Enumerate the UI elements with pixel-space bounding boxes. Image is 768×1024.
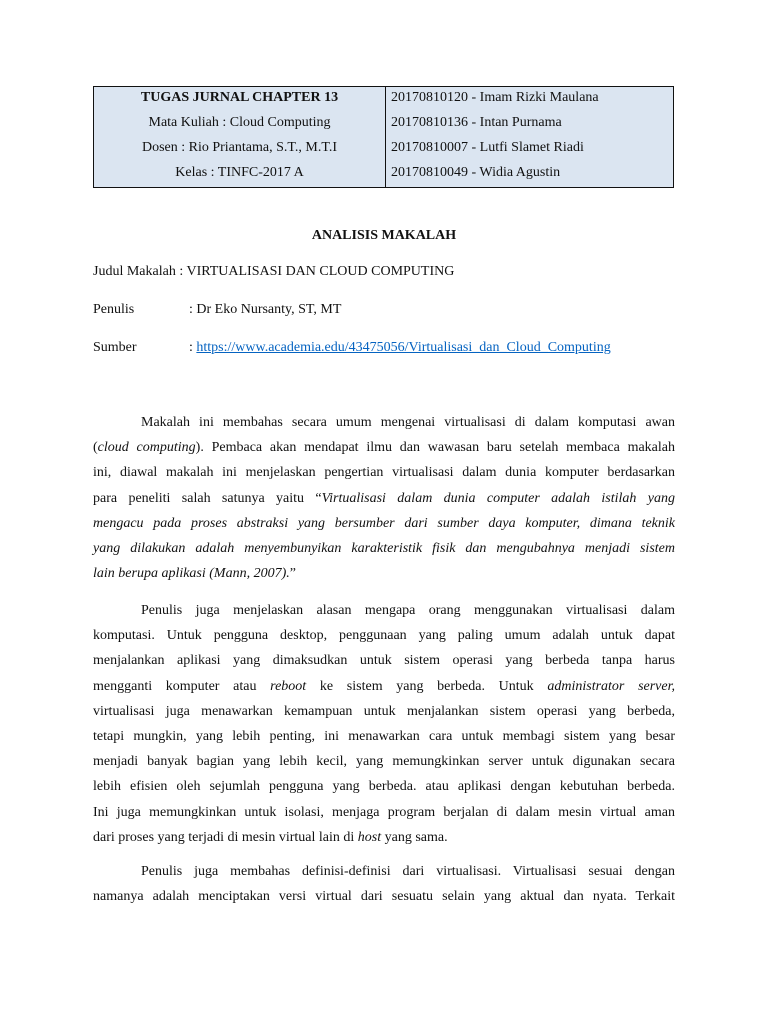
paragraph-line <box>93 486 675 511</box>
author-value: : Dr Eko Nursanty, ST, MT <box>189 302 342 317</box>
paragraph-line: menjalankan aplikasi yang dimaksudkan untuk sistem operasi yang berbeda tanpa harus <box>93 653 675 669</box>
paper-title-label: Judul Makalah <box>93 264 176 279</box>
paragraph-line: menjadi banyak bagian yang lebih kecil, yang memungkinkan server untuk digunakan secara <box>93 754 675 770</box>
student-entry: 20170810136 - Intan Purnama <box>391 115 562 130</box>
source-label: Sumber <box>93 340 137 355</box>
paper-title-value: : VIRTUALISASI DAN CLOUD COMPUTING <box>179 264 455 279</box>
text-run: ke sistem yang berbeda. Untuk <box>306 678 548 694</box>
text-run: ). Pembaca akan mendapat ilmu dan wawasan baru setelah membaca makalah <box>195 440 675 456</box>
lecturer-name: Dosen : Rio Priantama, S.T., M.T.I <box>141 140 338 155</box>
paragraph-line <box>93 674 675 699</box>
source-row <box>93 340 611 356</box>
text-run: dari proses yang terjadi di mesin virtual lain di <box>93 829 358 845</box>
paragraph-line: lebih efisien oleh sejumlah pengguna yang berbeda. atau aplikasi dengan kebutuhan berbeda. <box>93 779 675 795</box>
text-run: yang sama. <box>381 829 448 845</box>
student-entry: 20170810049 - Widia Agustin <box>391 165 561 180</box>
source-link[interactable]: https://www.academia.edu/43475056/Virtualisasi_dan_Cloud_Computing <box>196 340 611 355</box>
paragraph-line: tetapi mungkin, yang lebih penting, ini menawarkan cara untuk membagi sistem yang besar <box>93 729 675 745</box>
paragraph-3 <box>93 859 675 909</box>
italic-quote: yang dilakukan adalah menyembunyikan karakteristik fisik dan mengubahnya menjadi sistem <box>93 541 675 557</box>
paper-title-row <box>93 264 454 280</box>
text-run: ” <box>289 566 296 582</box>
author-label: Penulis <box>93 302 135 317</box>
text-run: ( <box>93 440 98 456</box>
paragraph-line: Penulis juga membahas definisi-definisi dari virtualisasi. Virtualisasi sesuai dengan <box>141 864 675 879</box>
assignment-title: TUGAS JURNAL CHAPTER 13 <box>140 90 339 105</box>
student-entry: 20170810120 - Imam Rizki Maulana <box>391 90 599 105</box>
document-title: ANALISIS MAKALAH <box>311 228 457 243</box>
source-prefix: : <box>189 340 197 355</box>
student-list-cell <box>386 87 673 187</box>
italic-term: host <box>357 829 382 845</box>
text-run: para peneliti salah satunya yaitu “ <box>93 490 322 506</box>
course-info-cell <box>94 87 386 187</box>
italic-term: reboot <box>270 678 307 694</box>
author-row <box>93 302 341 318</box>
paragraph-line: Makalah ini membahas secara umum mengenai virtualisasi di dalam komputasi awan <box>141 415 675 430</box>
paragraph-line: ini, diawal makalah ini menjelaskan pengertian virtualisasi dalam dunia komputer berdasarkan <box>93 465 675 481</box>
text-run: mengganti komputer atau <box>93 678 271 694</box>
paragraph-line: Penulis juga menjelaskan alasan mengapa orang menggunakan virtualisasi dalam <box>141 603 675 618</box>
italic-quote: lain berupa aplikasi (Mann, 2007). <box>93 566 290 582</box>
class-name: Kelas : TINFC-2017 A <box>175 165 304 180</box>
italic-quote: mengacu pada proses abstraksi yang bersumber dari sumber daya komputer, dimana teknik <box>93 515 675 531</box>
italic-quote: Virtualisasi dalam dunia computer adalah istilah yang <box>321 490 675 506</box>
student-entry: 20170810007 - Lutfi Slamet Riadi <box>391 140 584 155</box>
paragraph-1 <box>93 410 675 586</box>
paragraph-line: komputasi. Untuk pengguna desktop, penggunaan yang paling umum adalah untuk dapat <box>93 628 675 644</box>
paragraph-line: Ini juga memungkinkan untuk isolasi, menjaga program berjalan di dalam mesin virtual aman <box>93 804 675 820</box>
paragraph-line <box>93 825 675 850</box>
italic-term: cloud computing <box>97 440 196 456</box>
header-info-table <box>93 86 674 188</box>
paragraph-line <box>93 435 675 460</box>
italic-term: administrator server, <box>547 678 675 694</box>
paragraph-2 <box>93 598 675 850</box>
course-name: Mata Kuliah : Cloud Computing <box>148 115 331 130</box>
paragraph-line: namanya adalah menciptakan versi virtual dari sesuatu selain yang aktual dan nyata. Terkait <box>93 889 675 905</box>
paragraph-line <box>93 536 675 561</box>
paragraph-line: virtualisasi juga menawarkan kemampuan untuk menjalankan sistem operasi yang berbeda, <box>93 703 675 719</box>
paragraph-line <box>93 511 675 536</box>
paragraph-line <box>93 561 675 586</box>
